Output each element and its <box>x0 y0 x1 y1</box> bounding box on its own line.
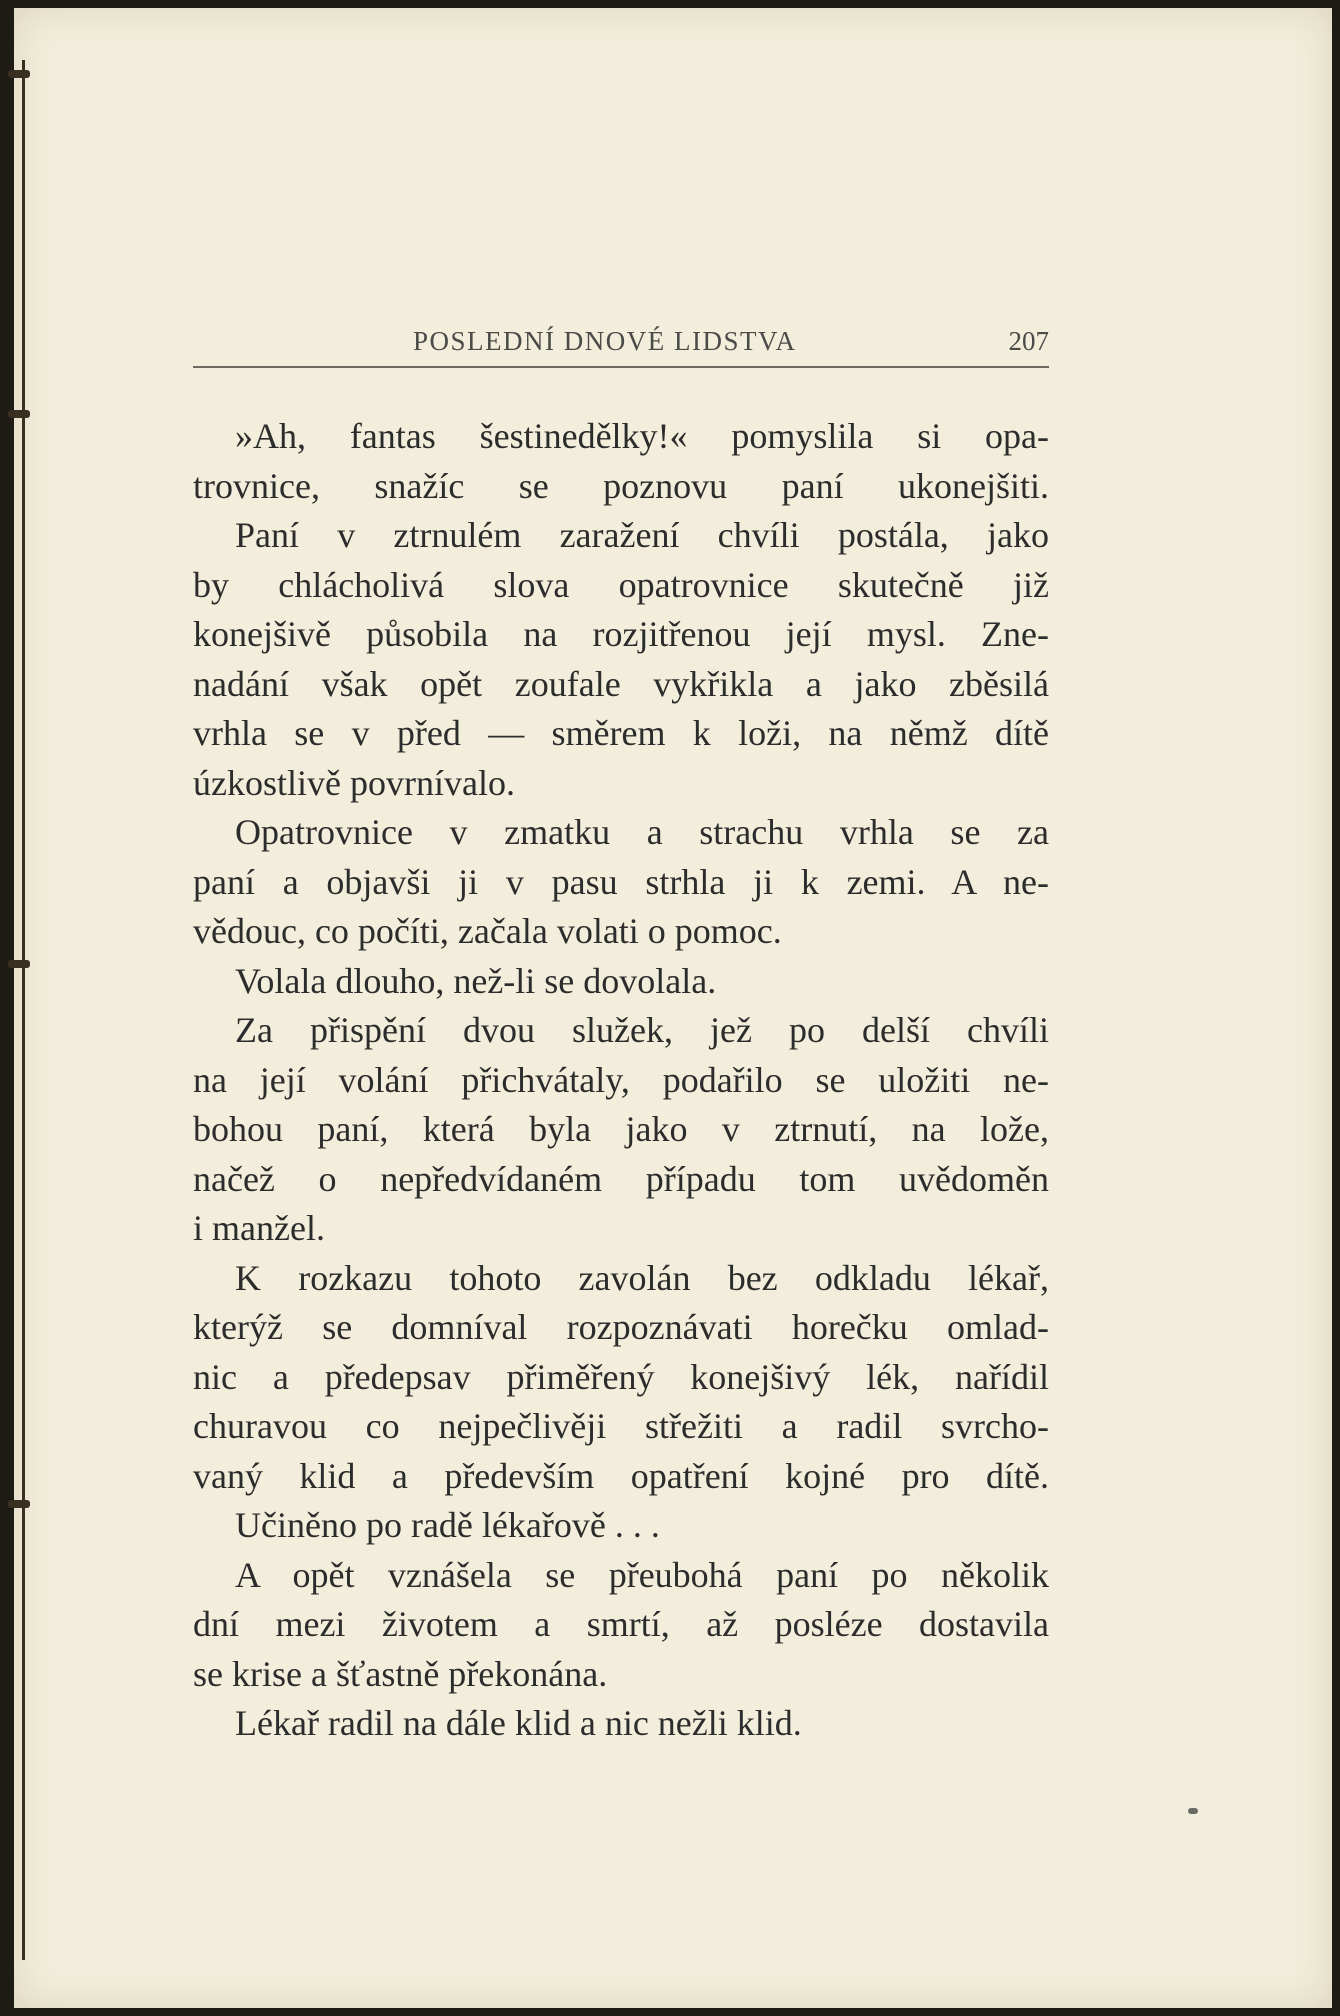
text-line: se krise a šťastně překonána. <box>193 1653 608 1694</box>
binding-edge <box>22 60 25 1960</box>
text-line: Lékař radil na dále klid a nic nežli klid. <box>235 1703 802 1743</box>
binding-mark <box>8 960 30 968</box>
text-line: konejšivě působila na rozjitřenou její mysl. Zne- <box>193 614 1049 654</box>
text-line: nadání však opět zoufale vykřikla a jako zběsilá <box>193 663 1049 704</box>
text-line: kterýž se domníval rozpoznávati horečku omlad- <box>193 1307 1049 1347</box>
text-line: churavou co nejpečlivěji střežiti a radil svrcho- <box>193 1406 1049 1446</box>
page-header <box>193 322 1049 368</box>
text-line: dní mezi životem a smrtí, až posléze dostavila <box>193 1604 1049 1644</box>
binding-mark <box>8 1500 30 1508</box>
binding-mark <box>8 410 30 418</box>
page-number: 207 <box>1008 326 1049 356</box>
text-line: Paní v ztrnulém zaražení chvíli postála, jako <box>235 515 1049 555</box>
binding-mark <box>8 70 30 78</box>
text-line: vaný klid a především opatření kojné pro dítě. <box>193 1455 1049 1496</box>
text-line: »Ah, fantas šestinedělky!« pomyslila si opa- <box>235 416 1049 456</box>
body-text <box>193 412 1049 1749</box>
text-line: K rozkazu tohoto zavolán bez odkladu lékař, <box>235 1257 1049 1298</box>
text-line: i manžel. <box>193 1208 325 1248</box>
text-line: A opět vznášela se přeubohá paní po několik <box>235 1554 1049 1595</box>
text-line: trovnice, snažíc se poznovu paní ukonejšiti. <box>193 465 1049 506</box>
text-line: Za přispění dvou služek, jež po delší chvíli <box>235 1010 1049 1050</box>
text-line: by chlácholivá slova opatrovnice skutečně již <box>193 564 1049 605</box>
text-line: Učiněno po radě lékařově . . . <box>235 1505 660 1545</box>
text-line: nic a předepsav přiměřený konejšivý lék, nařídil <box>193 1356 1049 1397</box>
running-title: POSLEDNÍ DNOVÉ LIDSTVA <box>413 326 797 356</box>
text-line: Opatrovnice v zmatku a strachu vrhla se za <box>235 812 1049 852</box>
text-line: paní a objavši ji v pasu strhla ji k zemi. A ne- <box>193 861 1049 902</box>
text-line: načež o nepředvídaném případu tom uvědoměn <box>193 1158 1049 1199</box>
text-line: Volala dlouho, než-li se dovolala. <box>235 960 717 1001</box>
text-line: bohou paní, která byla jako v ztrnutí, na lože, <box>193 1109 1049 1149</box>
text-line: vrhla se v před — směrem k loži, na němž dítě <box>193 713 1049 753</box>
ink-speck <box>1188 1808 1198 1814</box>
text-line: vědouc, co počíti, začala volati o pomoc. <box>193 911 782 951</box>
text-line: na její volání přichvátaly, podařilo se uložiti ne- <box>193 1059 1049 1100</box>
text-line: úzkostlivě povrnívalo. <box>193 762 515 803</box>
